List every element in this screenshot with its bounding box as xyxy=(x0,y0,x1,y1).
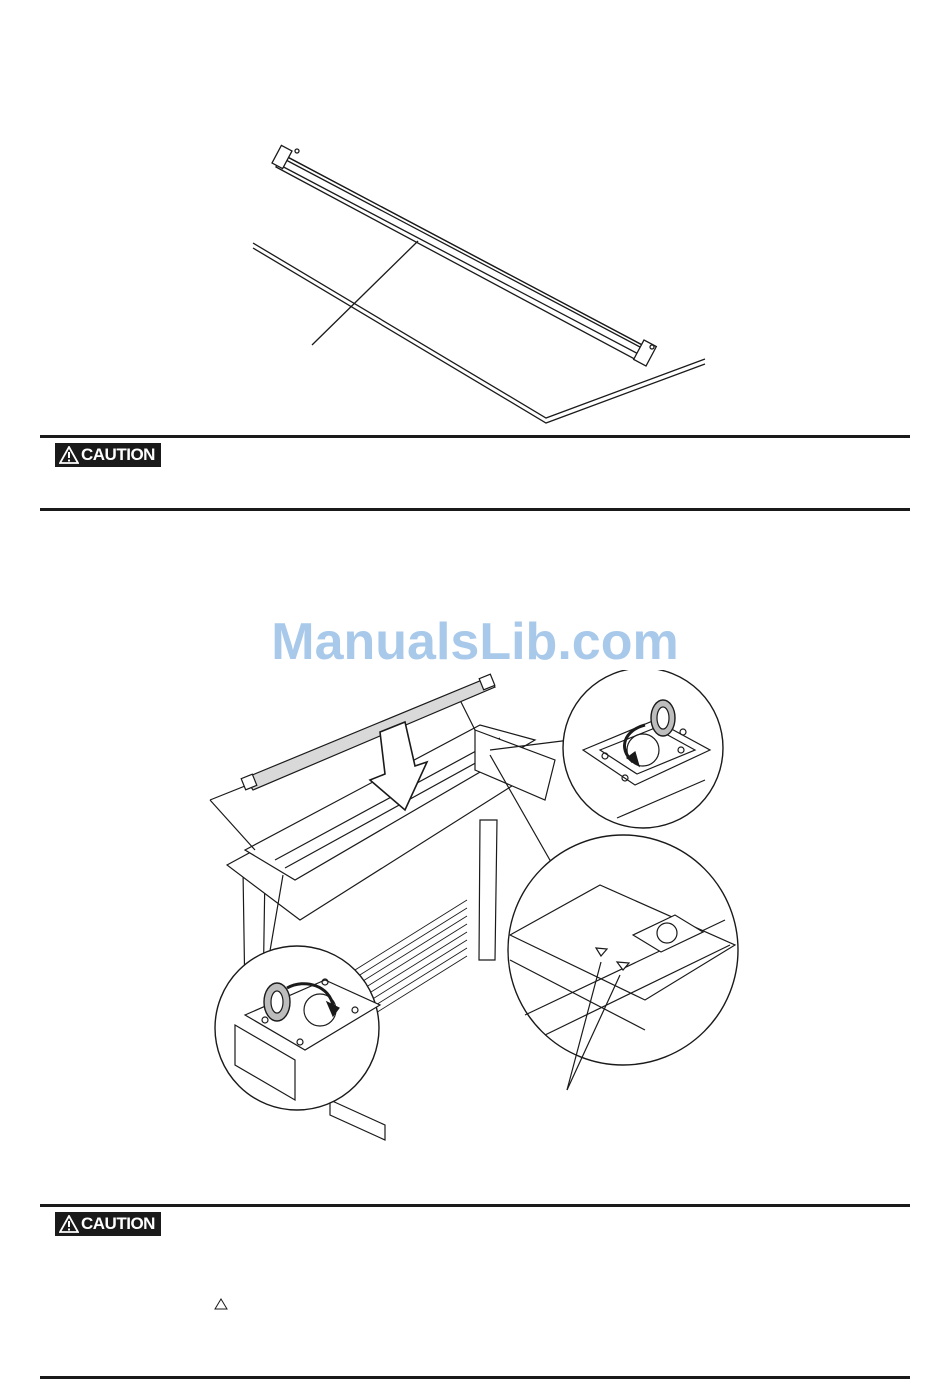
caution-top-rule-1 xyxy=(40,435,910,438)
caution-label-2 xyxy=(55,1212,161,1236)
caution-top-rule-2 xyxy=(40,1204,910,1207)
triangle-marker-icon xyxy=(214,1298,228,1310)
rail-installation-illustration xyxy=(205,670,745,1150)
caution-text-2: CAUTION xyxy=(81,1214,155,1233)
warning-triangle-icon xyxy=(59,1215,79,1233)
rail-on-floor-illustration xyxy=(240,135,720,430)
caution-bottom-rule-1 xyxy=(40,508,910,511)
caution-label-1 xyxy=(55,443,161,467)
watermark: ManualsLib.com xyxy=(271,613,679,671)
caution-text-1: CAUTION xyxy=(81,445,155,464)
caution-bottom-rule-2 xyxy=(40,1376,910,1379)
warning-triangle-icon xyxy=(59,446,79,464)
